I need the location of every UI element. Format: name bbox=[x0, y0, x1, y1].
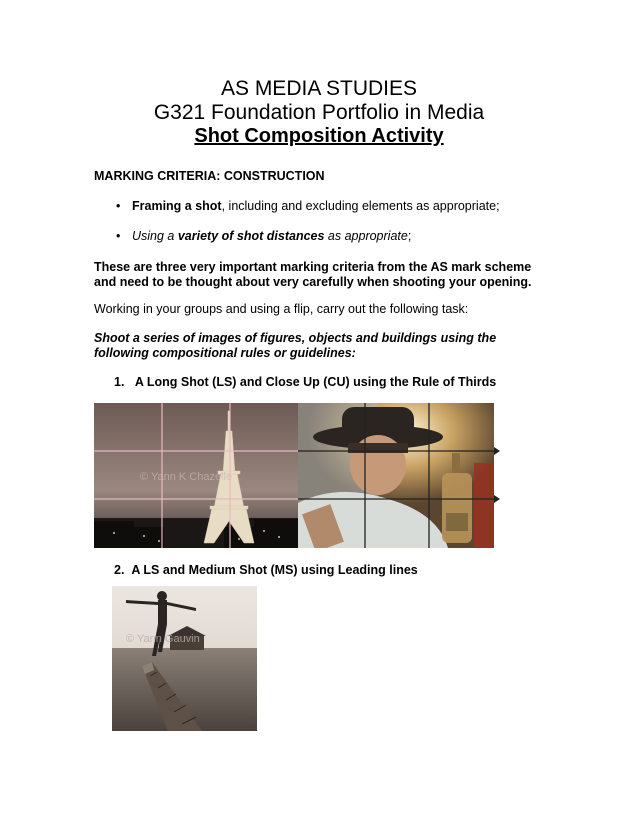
page-title-line1: AS MEDIA STUDIES bbox=[220, 77, 418, 100]
page-title-line2: G321 Foundation Portfolio in Media bbox=[153, 101, 485, 124]
eiffel-tower-photo bbox=[94, 403, 298, 548]
list-item-leading-lines: 2. A LS and Medium Shot (MS) using Leading lines bbox=[114, 563, 418, 577]
leading-lines-photo bbox=[112, 586, 257, 731]
arrow-right-icon bbox=[494, 447, 500, 455]
list-item-rule-of-thirds: 1. A Long Shot (LS) and Close Up (CU) using the Rule of Thirds bbox=[114, 375, 497, 389]
instruction-text: Working in your groups and using a flip, carry out the following task: bbox=[94, 302, 469, 316]
eiffel-watermark: © Yann K Chazelle bbox=[140, 471, 233, 483]
criteria-note: These are three very important marking criteria from the AS mark scheme and need to be thought about very carefully when shooting your opening. bbox=[94, 260, 532, 289]
bullet-dot-icon: • bbox=[116, 229, 121, 243]
portrait-photo bbox=[298, 403, 500, 548]
page-title-line3: Shot Composition Activity bbox=[194, 125, 444, 147]
marking-criteria-heading: MARKING CRITERIA: CONSTRUCTION bbox=[94, 169, 325, 183]
task-text: Shoot a series of images of figures, objects and buildings using the following compositional rules or guidelines: bbox=[94, 331, 497, 360]
arrow-right-icon bbox=[494, 495, 500, 503]
bullet-dot-icon: • bbox=[116, 199, 121, 213]
walker-watermark: © Yann Gauvin bbox=[126, 633, 200, 645]
